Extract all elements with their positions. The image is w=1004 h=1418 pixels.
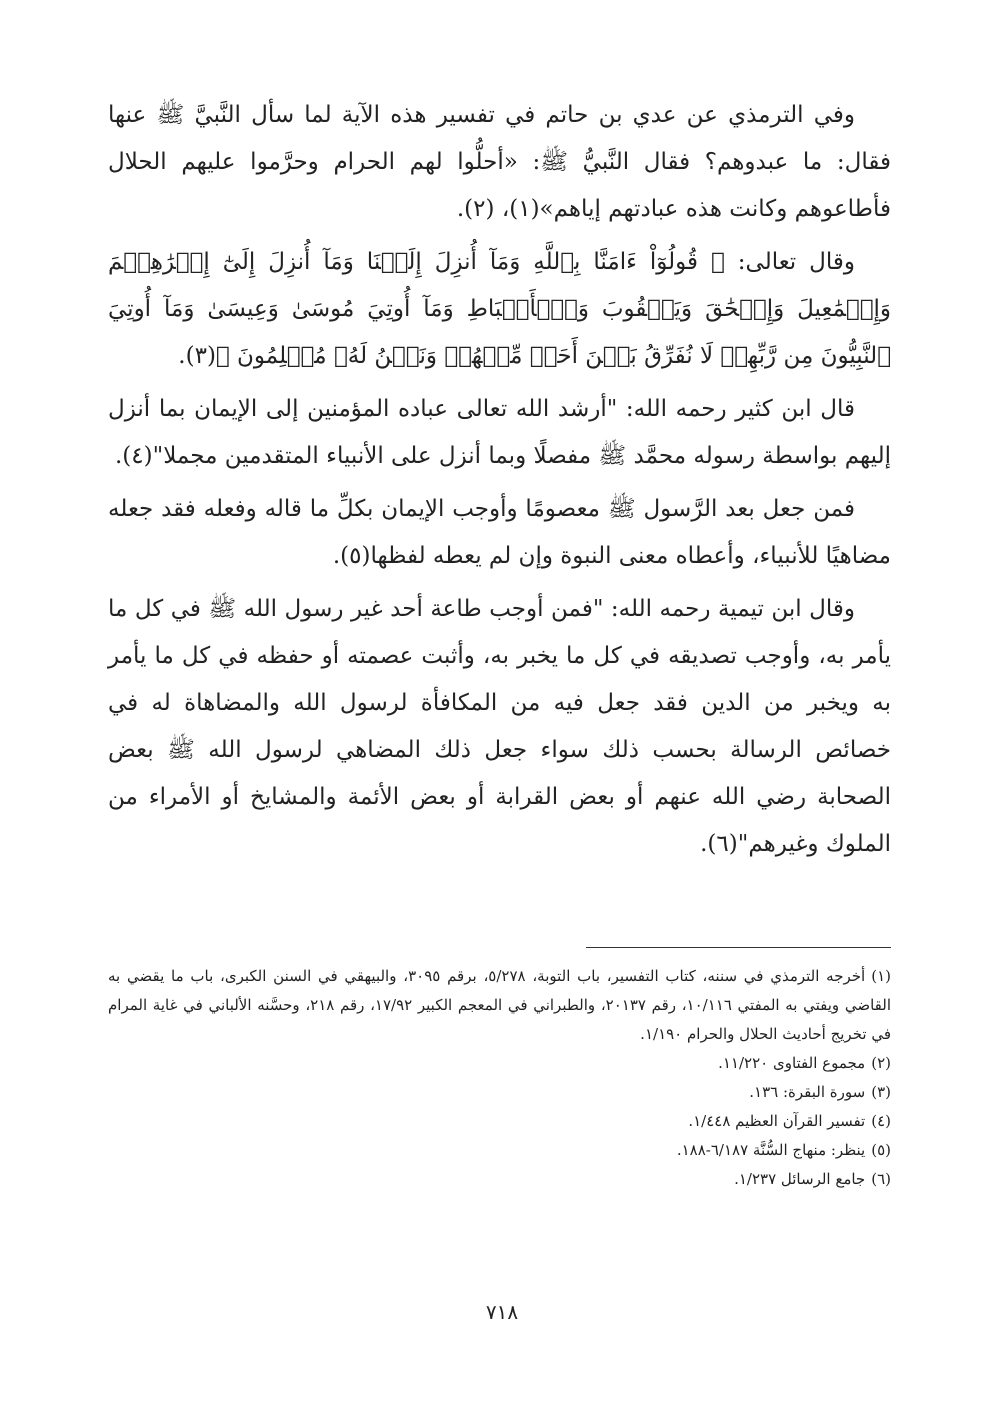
footnote-number: (١) bbox=[871, 967, 891, 985]
footnote-number: (٣) bbox=[871, 1083, 891, 1101]
footnote-item bbox=[108, 1165, 891, 1194]
footnote-text: تفسير القرآن العظيم ١/٤٤٨. bbox=[688, 1112, 866, 1130]
paragraph-conclusion: فمن جعل بعد الرَّسول ﷺ معصومًا وأوجب الإيمان بكلِّ ما قاله وفعله فقد جعله مضاهيًا للأنبياء، وأعطاه معنى النبوة وإن لم يعطه لفظها(٥). bbox=[108, 496, 891, 569]
footnote-item bbox=[108, 962, 891, 1049]
footnote-number: (٦) bbox=[871, 1170, 891, 1188]
paragraph-quran-verse: وقال تعالى: ﴿ قُولُوٓاْ ءَامَنَّا بِٱللَّهِ وَمَآ أُنزِلَ إِلَيۡنَا وَمَآ أُنزِلَ إِلَىٰٓ إِبۡرَٰهِـۧمَ وَإِسۡمَٰعِيلَ وَإِسۡحَٰقَ وَيَعۡقُوبَ وَٱلۡأَسۡبَاطِ وَمَآ أُوتِيَ مُوسَىٰ وَعِيسَىٰ وَمَآ أُوتِيَ ٱلنَّبِيُّونَ مِن رَّبِّهِمۡ لَا نُفَرِّقُ بَيۡنَ أَحَدٖ مِّنۡهُمۡ وَنَحۡنُ لَهُۥ مُسۡلِمُونَ ﴾(٣). bbox=[108, 249, 891, 369]
footnote-number: (٤) bbox=[871, 1112, 891, 1130]
footnote-text: ينظر: منهاج السُّنَّة ٦/١٨٧-١٨٨. bbox=[676, 1141, 866, 1159]
footnote-text: سورة البقرة: ١٣٦. bbox=[749, 1083, 866, 1101]
footnote-text: مجموع الفتاوى ١١/٢٢٠. bbox=[718, 1054, 866, 1072]
footnote-separator bbox=[586, 947, 891, 948]
paragraph-ibn-kathir: قال ابن كثير رحمه الله: "أرشد الله تعالى عباده المؤمنين إلى الإيمان بما أنزل إليهم بواسطة رسوله محمَّد ﷺ مفصلًا وبما أنزل على الأنبياء المتقدمين مجملا"(٤). bbox=[108, 396, 891, 469]
footnote-text: جامع الرسائل ١/٢٣٧. bbox=[734, 1170, 866, 1188]
footnote-item bbox=[108, 1107, 891, 1136]
footnote-item bbox=[108, 1136, 891, 1165]
paragraph-ibn-taymiyyah: وقال ابن تيمية رحمه الله: "فمن أوجب طاعة أحد غير رسول الله ﷺ في كل ما يأمر به، وأوجب تصديقه في كل ما يخبر به، وأثبت عصمته أو حفظه في كل ما يأمر به ويخبر من الدين فقد جعل فيه من المكافأة لرسول الله والمضاهاة له في خصائص الرسالة بحسب ذلك سواء جعل ذلك المضاهي لرسول الله ﷺ بعض الصحابة رضي الله عنهم أو بعض القرابة أو بعض الأئمة والمشايخ أو الأمراء من الملوك وغيرهم"(٦). bbox=[108, 596, 891, 857]
footnote-text: أخرجه الترمذي في سننه، كتاب التفسير، باب التوبة، ٥/٢٧٨، برقم ٣٠٩٥، والبيهقي في السنن الكبرى، باب ما يقضي به القاضي ويفتي به المفتي ١٠/١١٦، رقم ٢٠١٣٧، والطبراني في المعجم الكبير ١٧/٩٢، رقم ٢١٨، وحسَّنه الألباني في غاية المرام في تخريج أحاديث الحلال والحرام ١/١٩٠. bbox=[108, 967, 891, 1043]
main-text bbox=[108, 92, 891, 874]
footnote-number: (٢) bbox=[871, 1054, 891, 1072]
footnote-item bbox=[108, 1049, 891, 1078]
paragraph-tirmidhi-hadith: وفي الترمذي عن عدي بن حاتم في تفسير هذه الآية لما سأل النَّبيَّ ﷺ عنها فقال: ما عبدوهم؟ فقال النَّبيُّ ﷺ: «أحلُّوا لهم الحرام وحرَّموا عليهم الحلال فأطاعوهم وكانت هذه عبادتهم إياهم»(١)، (٢). bbox=[108, 102, 891, 222]
footnotes bbox=[108, 962, 891, 1194]
footnote-number: (٥) bbox=[871, 1141, 891, 1159]
footnote-item bbox=[108, 1078, 891, 1107]
page-number: ٧١٨ bbox=[485, 1300, 519, 1324]
